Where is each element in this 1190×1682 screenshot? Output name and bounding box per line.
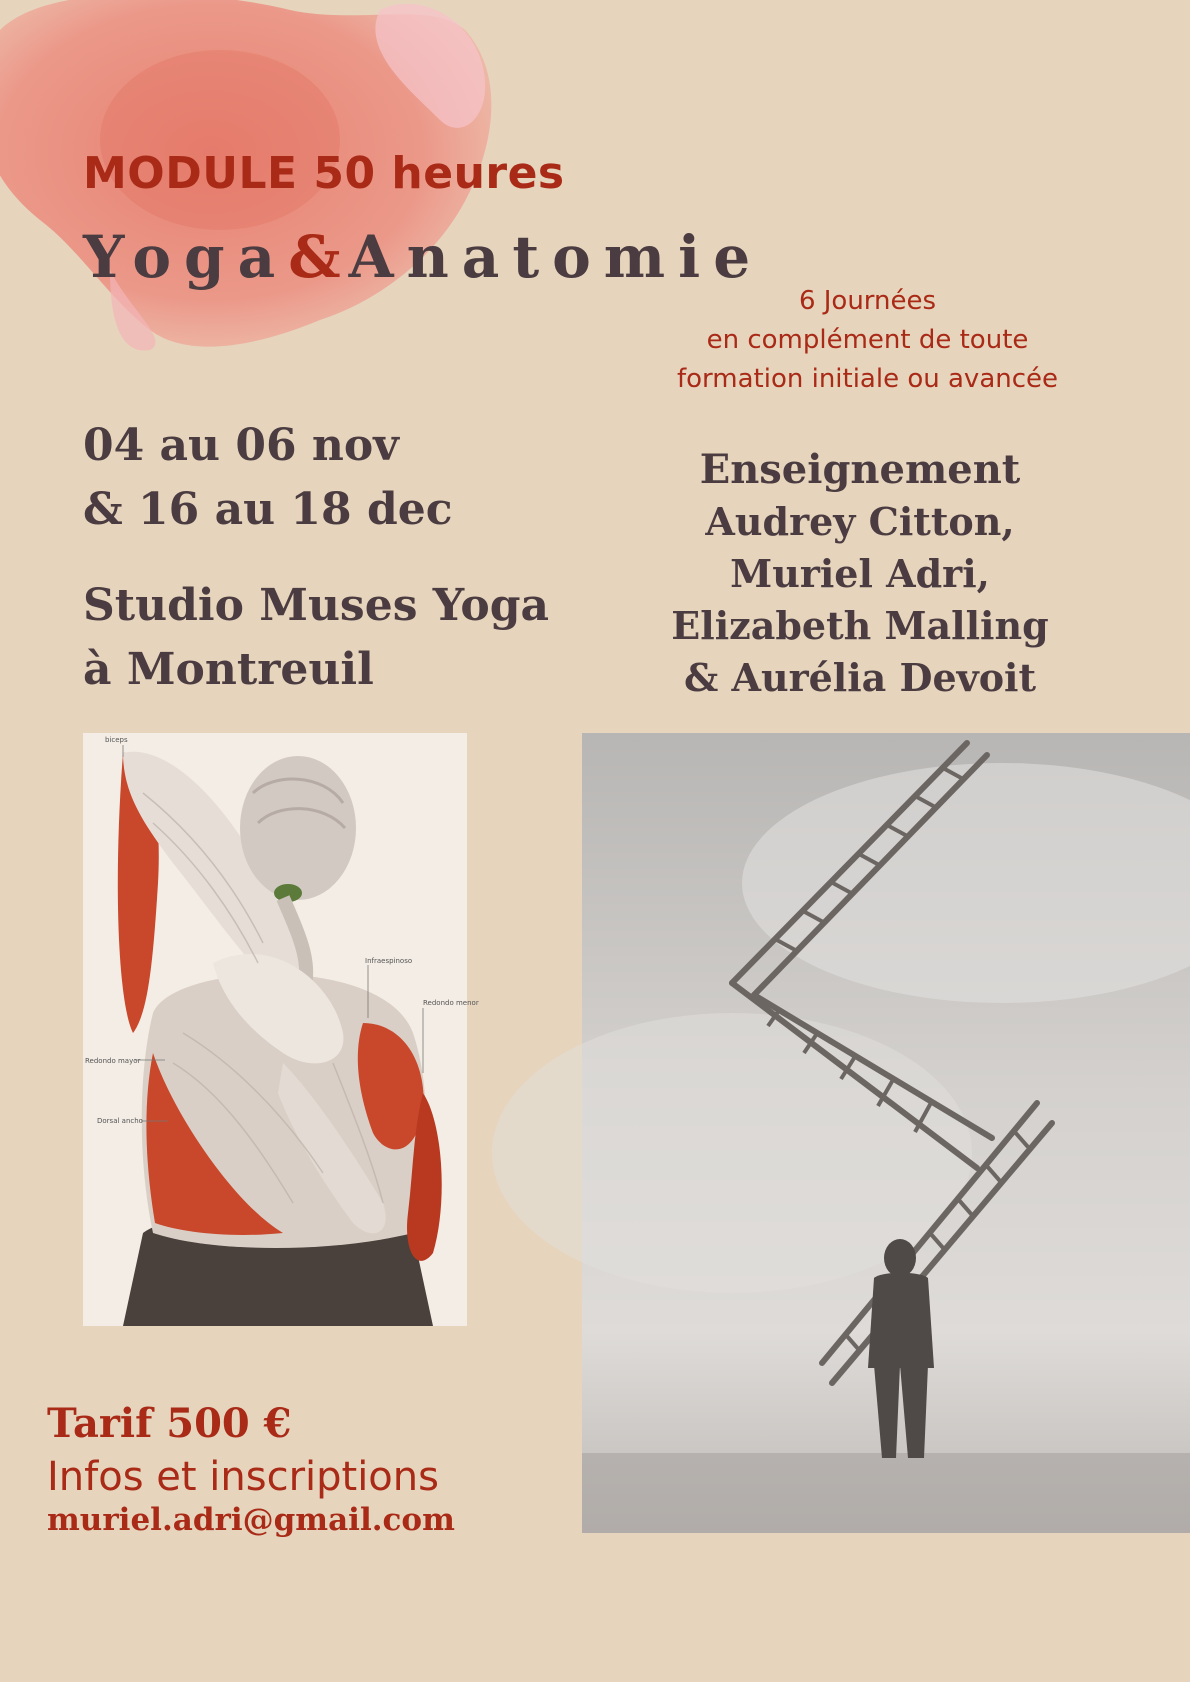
label-biceps: biceps <box>105 736 128 744</box>
venue-line: Studio Muses Yoga <box>83 580 549 631</box>
teacher-name: Elizabeth Malling <box>671 603 1049 648</box>
info-label: Infos et inscriptions <box>47 1454 439 1500</box>
teachers-heading: Enseignement <box>699 446 1021 493</box>
venue-block <box>83 574 549 702</box>
page-title <box>83 223 764 291</box>
title-part2: Anatomie <box>348 223 764 291</box>
date-line: 04 au 06 nov <box>83 420 399 471</box>
title-part1: Yoga <box>83 223 289 291</box>
title-ampersand: & <box>288 223 349 291</box>
label-infraespinoso: Infraespinoso <box>365 957 413 965</box>
program-line: 6 Journées <box>798 286 937 316</box>
program-line: en complément de toute <box>706 325 1029 355</box>
teacher-name: & Aurélia Devoit <box>683 655 1037 700</box>
teacher-name: Audrey Citton, <box>705 499 1015 544</box>
price-label: Tarif 500 € <box>47 1400 292 1447</box>
date-line: & 16 au 18 dec <box>83 484 453 535</box>
ladder-photo <box>582 733 1190 1533</box>
teachers-block <box>640 444 1080 704</box>
label-redondo-menor: Redondo menor <box>423 999 479 1007</box>
dates-block <box>83 414 453 542</box>
contact-email[interactable]: muriel.adri@gmail.com <box>47 1502 455 1538</box>
module-heading: MODULE 50 heures <box>83 148 565 199</box>
program-line: formation initiale ou avancée <box>676 364 1059 394</box>
label-redondo-mayor: Redondo mayor <box>85 1057 141 1065</box>
anatomy-illustration <box>83 733 479 1326</box>
venue-line: à Montreuil <box>83 644 374 695</box>
program-description <box>640 282 1095 399</box>
teacher-name: Muriel Adri, <box>730 551 990 596</box>
label-dorsal-ancho: Dorsal ancho <box>97 1117 143 1125</box>
